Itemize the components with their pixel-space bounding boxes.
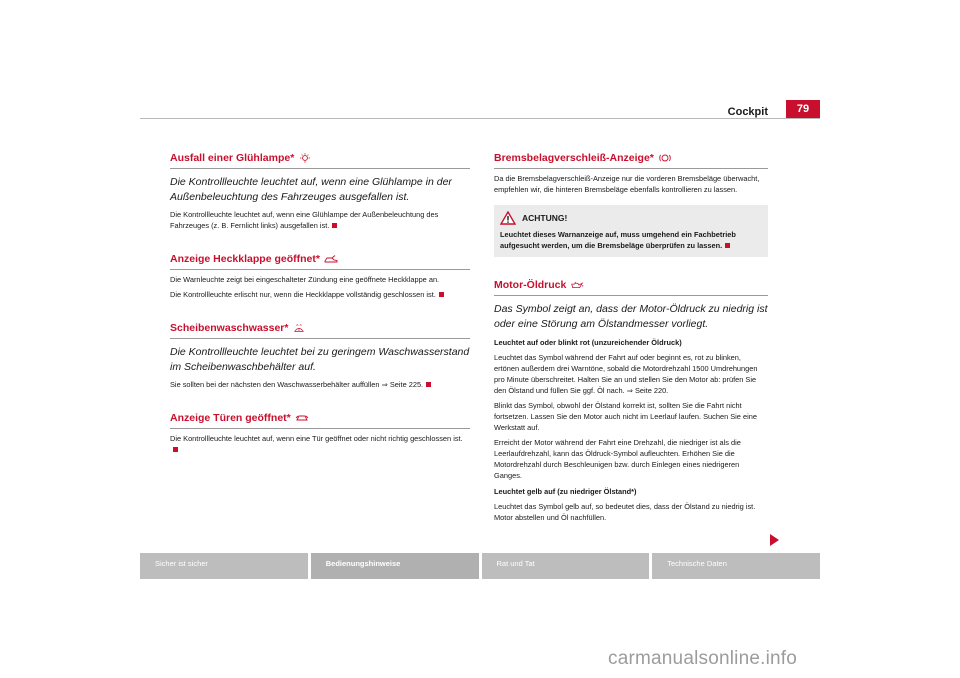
section-paragraph: Leuchtet das Symbol gelb auf, so bedeutet dies, dass der Ölstand zu niedrig ist. Motor abstellen und Öl nachfüllen. <box>494 502 756 522</box>
brake-pad-icon <box>658 153 672 163</box>
tailgate-open-icon <box>324 254 338 264</box>
warning-text <box>500 229 762 251</box>
footer-tab-bedienung[interactable]: Bedienungshinweise <box>311 553 479 579</box>
section-title-text: Anzeige Heckklappe geöffnet* <box>170 253 320 265</box>
footer-tab-technik[interactable]: Technische Daten <box>652 553 820 579</box>
page-number-badge: 79 <box>786 100 820 119</box>
section-end-marker <box>439 292 444 297</box>
footer-tab-sicher[interactable]: Sicher ist sicher <box>140 553 308 579</box>
subheading-yellow-light: Leuchtet gelb auf (zu niedriger Ölstand*) <box>494 487 637 496</box>
section-title-text: Anzeige Türen geöffnet* <box>170 412 291 424</box>
section-paragraph: Leuchtet das Symbol während der Fahrt auf oder beginnt es, rot zu blinken, ertönen außerdem drei Warntöne, sobald die Motordrehzahl 1500 Umdrehungen pro Minute überschreitet. Halten Sie an und stellen Sie den Motor ab: prüfen Sie den Ölstand und füllen Sie ggf. Öl nach. ⇒ Seite 220. <box>494 353 758 395</box>
section-paragraph <box>170 433 470 455</box>
left-column <box>170 152 470 477</box>
section-title-text: Motor-Öldruck <box>494 279 567 291</box>
washer-fluid-icon <box>292 323 306 333</box>
section-lead: Die Kontrollleuchte leuchtet auf, wenn eine Glühlampe in der Außenbeleuchtung des Fahrzeuges ausgefallen ist. <box>170 176 452 203</box>
paragraph-text: Die Kontrollleuchte leuchtet auf, wenn eine Glühlampe der Außenbeleuchtung des Fahrzeuges (z. B. Fernlicht links) ausgefallen ist. <box>170 210 439 230</box>
header-divider <box>140 118 820 119</box>
section-title <box>170 412 470 429</box>
right-column <box>494 152 768 545</box>
watermark-text: carmanualsonline.info <box>608 648 798 669</box>
paragraph-text: Die Kontrollleuchte erlischt nur, wenn die Heckklappe vollständig geschlossen ist. <box>170 290 436 299</box>
warning-text-content: Leuchtet dieses Warnanzeige auf, muss umgehend ein Fachbetrieb aufgesucht werden, um die Bremsbeläge überprüfen zu lassen. <box>500 230 736 250</box>
section-paragraph: Blinkt das Symbol, obwohl der Ölstand korrekt ist, sollten Sie die Fahrt nicht fortsetzen. Lassen Sie den Motor auch nicht im Leerlauf laufen. Suchen Sie eine Werkstatt auf. <box>494 401 757 432</box>
section-paragraph <box>170 379 470 390</box>
paragraph-text: Die Kontrollleuchte leuchtet auf, wenn eine Tür geöffnet oder nicht richtig geschlossen ist. <box>170 434 463 443</box>
door-open-icon <box>295 413 309 423</box>
section-paragraph: Da die Bremsbelagverschleiß-Anzeige nur die vorderen Bremsbeläge überwacht, empfehlen wir, die hinteren Bremsbeläge ebenfalls kontrollieren zu lassen. <box>494 174 760 194</box>
section-tailgate <box>170 253 470 300</box>
warning-header <box>500 211 762 225</box>
section-title <box>494 152 768 169</box>
section-oil-pressure <box>494 279 768 523</box>
section-paragraph <box>170 289 470 300</box>
section-brake-pad-wear <box>494 152 768 257</box>
section-title-text: Ausfall einer Glühlampe* <box>170 152 295 164</box>
footer-tab-rat[interactable]: Rat und Tat <box>482 553 650 579</box>
section-title <box>494 279 768 296</box>
warning-triangle-icon <box>500 211 516 225</box>
next-page-arrow-icon[interactable] <box>770 534 779 546</box>
warning-label: ACHTUNG! <box>522 213 568 223</box>
footer-navigation <box>140 553 820 579</box>
section-paragraph <box>170 209 470 231</box>
section-lead: Die Kontrollleuchte leuchtet bei zu geringem Waschwasserstand im Scheibenwaschbehälter auf. <box>170 346 470 373</box>
warning-box <box>494 205 768 257</box>
section-paragraph: Erreicht der Motor während der Fahrt eine Drehzahl, die niedriger ist als die Leerlaufdrehzahl, kann das Öldruck-Symbol aufleuchten. Erhöhen Sie die Motordrehzahl durch Beschleunigen bzw. durch Einlegen eines niedrigeren Ganges. <box>494 438 741 480</box>
paragraph-text: Sie sollten bei der nächsten den Waschwasserbehälter auffüllen ⇒ Seite 225. <box>170 380 424 389</box>
section-end-marker <box>426 382 431 387</box>
oil-can-icon <box>570 280 584 290</box>
section-bulb-failure <box>170 152 470 231</box>
section-end-marker <box>332 223 337 228</box>
section-title-text: Bremsbelagverschleiß-Anzeige* <box>494 152 654 164</box>
section-doors-open <box>170 412 470 455</box>
section-paragraph: Die Warnleuchte zeigt bei eingeschalteter Zündung eine geöffnete Heckklappe an. <box>170 275 440 284</box>
page-header-title: Cockpit <box>727 106 768 118</box>
section-title-text: Scheibenwaschwasser* <box>170 322 289 334</box>
bulb-failure-icon <box>298 153 312 163</box>
section-title <box>170 322 470 339</box>
section-end-marker <box>173 447 178 452</box>
section-end-marker <box>725 243 730 248</box>
section-lead: Das Symbol zeigt an, dass der Motor-Öldruck zu niedrig ist oder eine Störung am Ölstandmesser vorliegt. <box>494 303 768 330</box>
subheading-red-light: Leuchtet auf oder blinkt rot (unzureichender Öldruck) <box>494 338 682 347</box>
section-washer-fluid <box>170 322 470 390</box>
section-title <box>170 152 470 169</box>
section-title <box>170 253 470 270</box>
